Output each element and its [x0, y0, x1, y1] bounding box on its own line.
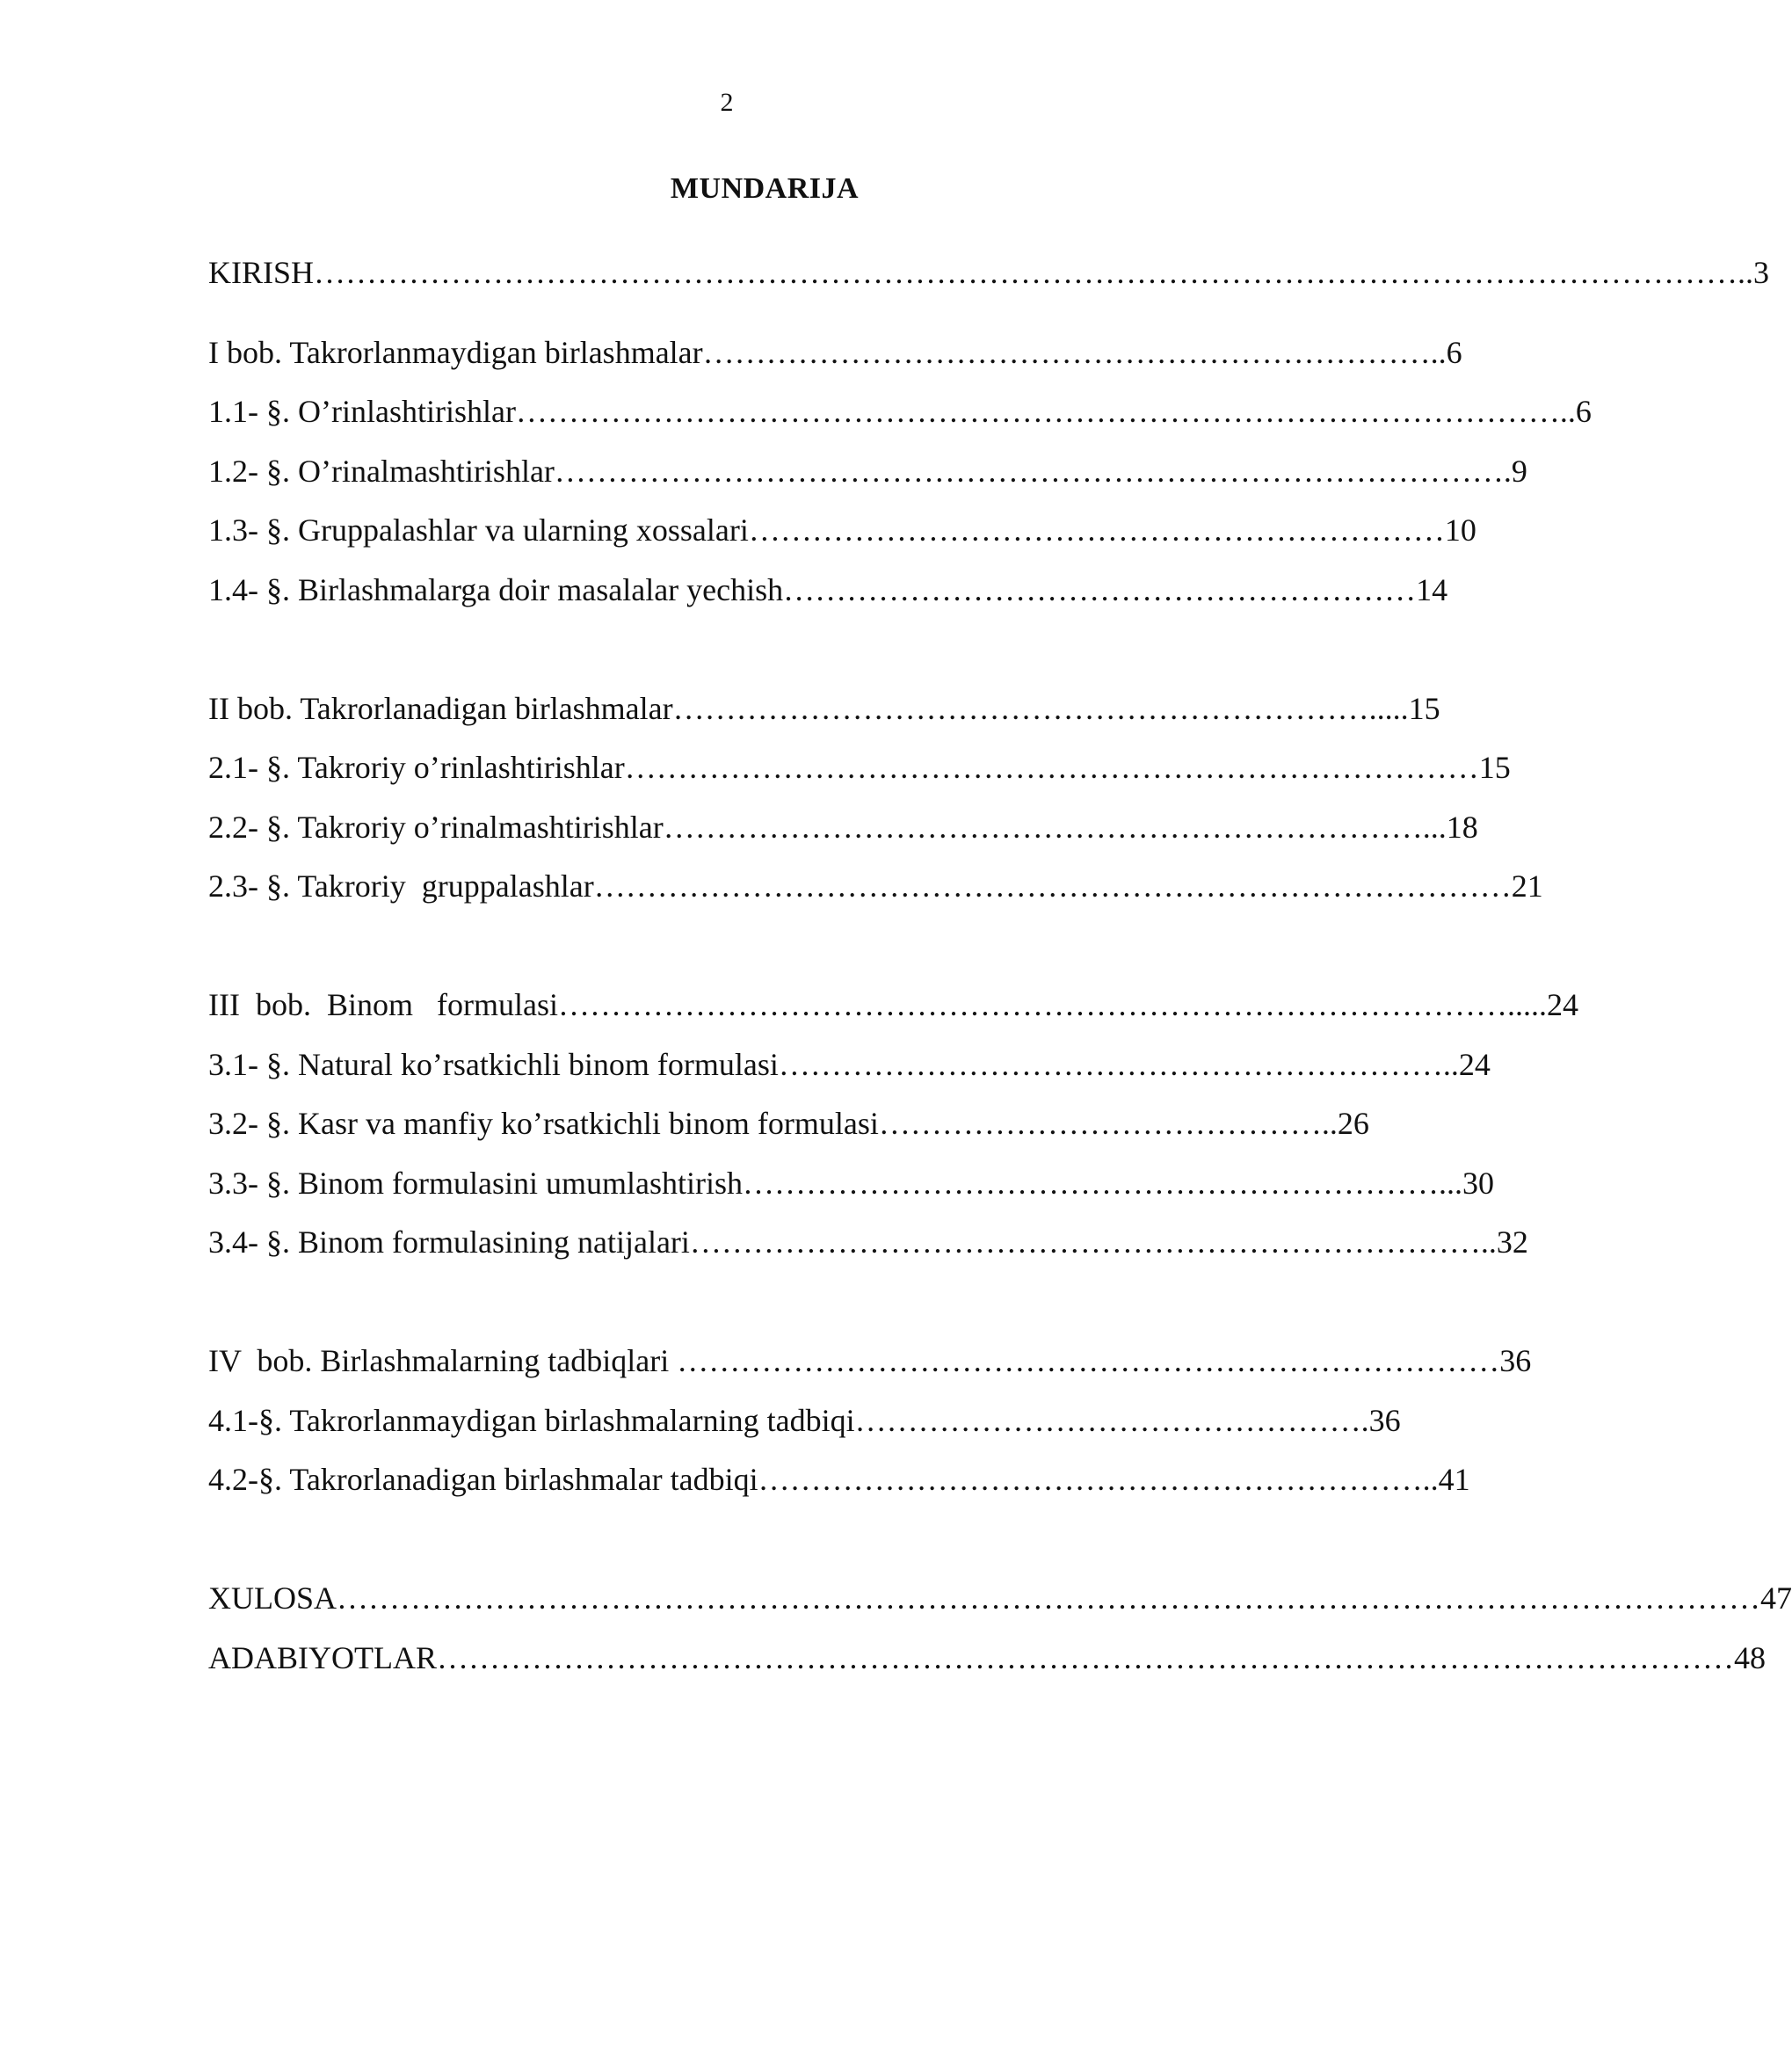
- toc-entry-adabiyotlar: ADABIYOTLAR……………………………………………………………………………………………………………48: [208, 1640, 1766, 1675]
- page-title: MUNDARIJA: [670, 172, 860, 205]
- toc-chapter-4: IV bob. Birlashmalarning tadbiqlari ……………………………………………………………………36: [208, 1343, 1532, 1378]
- toc-section-1-1: 1.1- §. O’rinlashtirishlar………………………………………………………………………………………..6: [208, 394, 1592, 429]
- toc-section-4-1: 4.1-§. Takrorlanmaydigan birlashmalarning tadbiqi………………………………………….36: [208, 1403, 1401, 1438]
- toc-chapter-1: I bob. Takrorlanmaydigan birlashmalar……………………………………………………………..6: [208, 335, 1462, 370]
- toc-section-1-4: 1.4- §. Birlashmalarga doir masalalar yechish……………………………………………………14: [208, 572, 1448, 607]
- toc-section-2-1: 2.1- §. Takroriy o’rinlashtirishlar………………………………………………………………………15: [208, 750, 1511, 785]
- toc-chapter-2: II bob. Takrorlanadigan birlashmalar………………………………………………………….....15: [208, 691, 1440, 726]
- toc-section-2-2: 2.2- §. Takroriy o’rinalmashtirishlar………………………………………………………………...18: [208, 810, 1478, 845]
- toc-section-4-2: 4.2-§. Takrorlanadigan birlashmalar tadbiqi………………………………………………………..41: [208, 1462, 1470, 1497]
- toc-entry-xulosa: XULOSA………………………………………………………………………………………………………………………47: [208, 1580, 1792, 1616]
- toc-section-1-2: 1.2- §. O’rinalmashtirishlar……………………………………………………………………………….9: [208, 454, 1527, 489]
- toc-chapter-3: III bob. Binom formulasi……………………………………………………………………………….....24: [208, 987, 1578, 1022]
- toc-section-1-3: 1.3- §. Gruppalashlar va ularning xossalari…………………………………………………………10: [208, 512, 1476, 548]
- page-number: 2: [720, 88, 734, 117]
- toc-section-2-3: 2.3- §. Takroriy gruppalashlar……………………………………………………………………………21: [208, 868, 1543, 904]
- toc-section-3-1: 3.1- §. Natural ko’rsatkichli binom formulasi………………………………………………………..24: [208, 1047, 1491, 1082]
- toc-section-3-4: 3.4- §. Binom formulasining natijalari…………………………………………………………………..32: [208, 1224, 1528, 1260]
- toc-section-3-3: 3.3- §. Binom formulasini umumlashtirish…………………………………………………………...30: [208, 1166, 1494, 1201]
- toc-section-3-2: 3.2- §. Kasr va manfiy ko’rsatkichli binom formulasi……………………………………..26: [208, 1106, 1369, 1141]
- toc-entry-kirish: KIRISH………………………………………………………………………………………………………………………..3: [208, 255, 1770, 290]
